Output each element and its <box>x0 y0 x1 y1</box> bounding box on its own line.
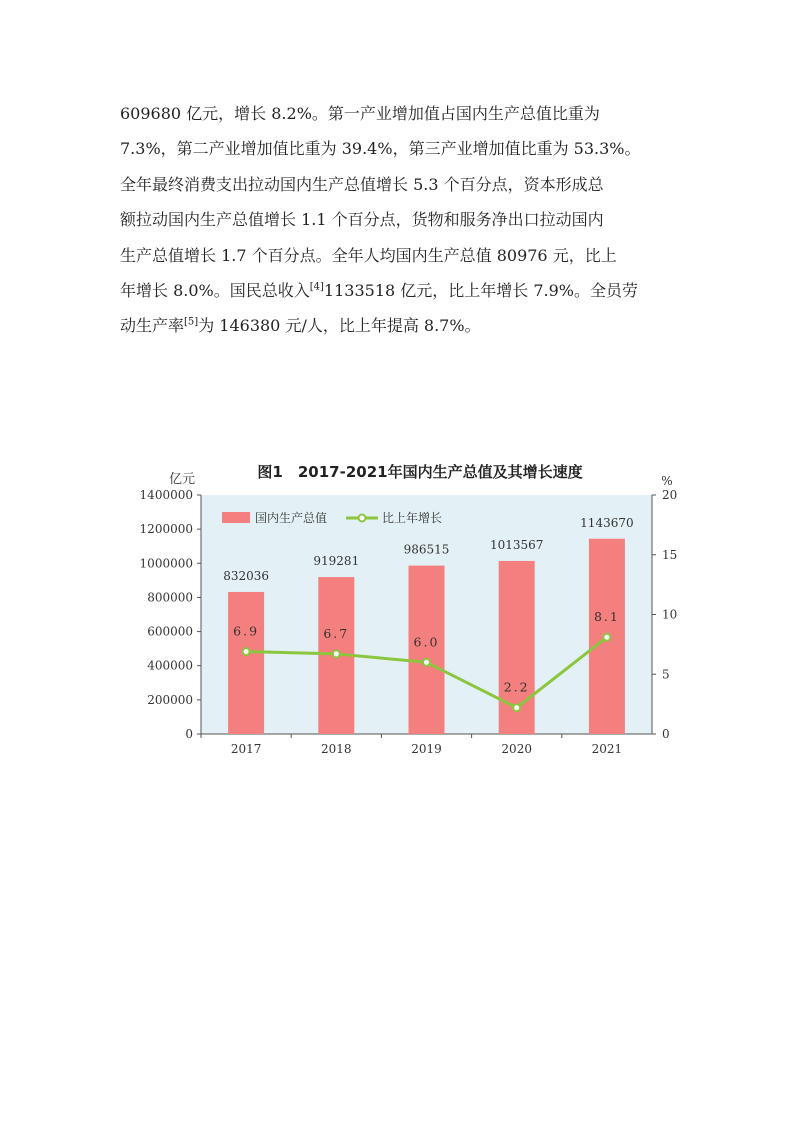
growth-point <box>333 650 340 657</box>
gdp-chart <box>0 450 793 770</box>
gdp-chart-svg <box>0 450 793 770</box>
paragraph-line: 609680 亿元，增长 8.2%。第一产业增加值占国内生产总值比重为 <box>120 104 600 123</box>
line-text: 年增长 8.0%。国民总收入[4]1133518 亿元，比上年增长 7.9%。全员劳 <box>120 280 639 300</box>
growth-label: 6.9 <box>233 623 260 639</box>
body-paragraph <box>120 96 675 344</box>
paragraph-line: 7.3%，第二产业增加值比重为 39.4%，第三产业增加值比重为 53.3%。 <box>120 139 641 159</box>
left-tick-label: 1000000 <box>139 556 193 571</box>
paragraph-line <box>120 273 675 308</box>
gdp-bar-label: 919281 <box>313 554 360 569</box>
right-tick-label: 5 <box>662 667 670 682</box>
growth-point <box>513 704 520 711</box>
chart-title: 图1 2017-2021年国内生产总值及其增长速度 <box>257 463 583 481</box>
growth-point <box>243 648 250 655</box>
legend-label-gdp: 国内生产总值 <box>255 511 328 525</box>
paragraph-line: 额拉动国内生产总值增长 1.1 个百分点，货物和服务净出口拉动国内 <box>120 210 604 230</box>
footnote-ref-5: [5] <box>184 317 199 329</box>
right-tick-label: 20 <box>662 488 678 502</box>
right-axis-unit: % <box>661 474 673 488</box>
left-tick-label: 200000 <box>147 692 193 707</box>
paragraph-line <box>120 308 675 343</box>
legend-swatch-gdp <box>222 512 250 523</box>
x-tick-label: 2019 <box>411 742 442 756</box>
left-tick-label: 400000 <box>147 658 193 673</box>
x-tick-label: 2021 <box>591 742 623 756</box>
gdp-bar-label: 832036 <box>223 568 270 583</box>
x-tick-label: 2020 <box>501 742 532 756</box>
paragraph-line: 全年最终消费支出拉动国内生产总值增长 5.3 个百分点，资本形成总 <box>120 174 604 194</box>
growth-label: 6.7 <box>323 625 350 641</box>
left-tick-label: 600000 <box>147 624 193 639</box>
legend-label-growth: 比上年增长 <box>382 511 443 525</box>
left-tick-label: 800000 <box>147 590 193 605</box>
gdp-bar-label: 1143670 <box>580 515 634 530</box>
right-tick-label: 15 <box>662 547 678 562</box>
paragraph-line: 生产总值增长 1.7 个百分点。全年人均国内生产总值 80976 元，比上 <box>120 245 617 265</box>
growth-point <box>603 634 610 641</box>
growth-label: 6.0 <box>413 634 440 650</box>
right-tick-label: 10 <box>662 607 678 622</box>
gdp-bar-label: 986515 <box>403 542 450 557</box>
x-tick-label: 2018 <box>321 742 352 756</box>
left-tick-label: 0 <box>185 727 193 741</box>
left-tick-label: 1400000 <box>139 488 193 502</box>
footnote-ref-4: [4] <box>309 281 324 293</box>
gdp-bar <box>228 592 264 734</box>
left-tick-label: 1200000 <box>139 522 193 537</box>
left-axis-unit: 亿元 <box>168 472 196 487</box>
line-text: 动生产率[5]为 146380 元/人，比上年提高 8.7%。 <box>120 316 481 336</box>
gdp-bar-label: 1013567 <box>489 537 544 552</box>
growth-point <box>423 659 430 666</box>
gdp-bar <box>409 566 445 734</box>
growth-label: 8.1 <box>593 609 620 625</box>
x-tick-label: 2017 <box>230 742 262 756</box>
right-tick-label: 0 <box>662 727 670 741</box>
legend-marker-growth <box>359 515 366 522</box>
growth-label: 2.2 <box>503 679 530 695</box>
